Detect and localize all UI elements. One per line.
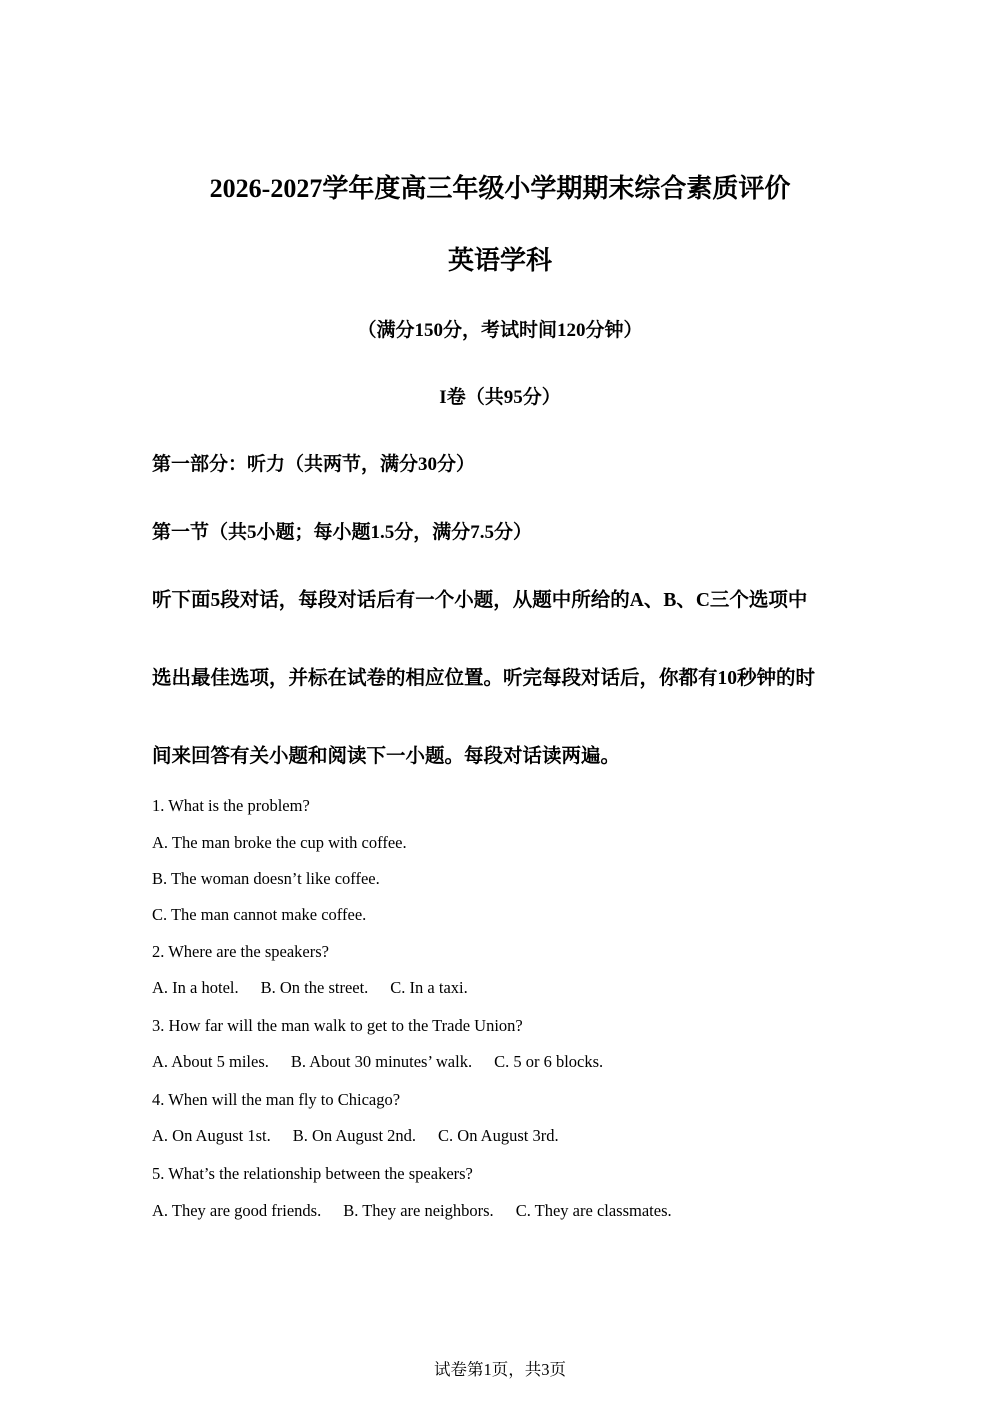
question-stem: 2. Where are the speakers? [152, 942, 329, 961]
question-option: B. About 30 minutes’ walk. [290, 1052, 473, 1071]
volume-title: I卷（共95分） [439, 387, 561, 408]
question-option: B. On August 2nd. [292, 1126, 417, 1145]
question-option: C. 5 or 6 blocks. [494, 1052, 604, 1071]
question-stem: 4. When will the man fly to Chicago? [152, 1090, 401, 1109]
question-option: B. The woman doesn’t like coffee. [152, 869, 380, 888]
question-option: A. On August 1st. [152, 1126, 271, 1145]
question-stem: 1. What is the problem? [152, 796, 310, 815]
question-options-row [152, 978, 490, 998]
instruction-line: 选出最佳选项，并标在试卷的相应位置。听完每段对话后，你都有10秒钟的时 [152, 668, 816, 689]
question-options-row [152, 1052, 625, 1072]
part-heading: 第一部分：听力（共两节，满分30分） [152, 454, 476, 475]
score-time-note: （满分150分，考试时间120分钟） [357, 320, 643, 341]
exam-title: 2026-2027学年度高三年级小学期期末综合素质评价 [209, 174, 791, 203]
subject-title: 英语学科 [447, 246, 552, 275]
question-option: A. The man broke the cup with coffee. [152, 833, 407, 852]
question-option: C. They are classmates. [515, 1201, 672, 1220]
section-heading: 第一节（共5小题；每小题1.5分，满分7.5分） [152, 522, 533, 543]
question-option: A. In a hotel. [152, 978, 239, 997]
page-footer: 试卷第1页，共3页 [434, 1360, 566, 1379]
question-option: A. They are good friends. [152, 1201, 322, 1220]
question-option: B. They are neighbors. [343, 1201, 494, 1220]
instruction-line: 听下面5段对话，每段对话后有一个小题，从题中所给的A、B、C三个选项中 [152, 590, 808, 611]
question-options-row [152, 1126, 581, 1146]
question-option: C. On August 3rd. [438, 1126, 559, 1145]
question-stem: 5. What’s the relationship between the speakers? [152, 1164, 473, 1183]
question-stem: 3. How far will the man walk to get to the Trade Union? [152, 1016, 523, 1035]
question-option: C. In a taxi. [390, 978, 468, 997]
question-option: C. The man cannot make coffee. [152, 905, 367, 924]
question-options-row [152, 1201, 694, 1221]
question-option: A. About 5 miles. [152, 1052, 269, 1071]
question-option: B. On the street. [260, 978, 369, 997]
instruction-line: 间来回答有关小题和阅读下一小题。每段对话读两遍。 [152, 746, 621, 767]
